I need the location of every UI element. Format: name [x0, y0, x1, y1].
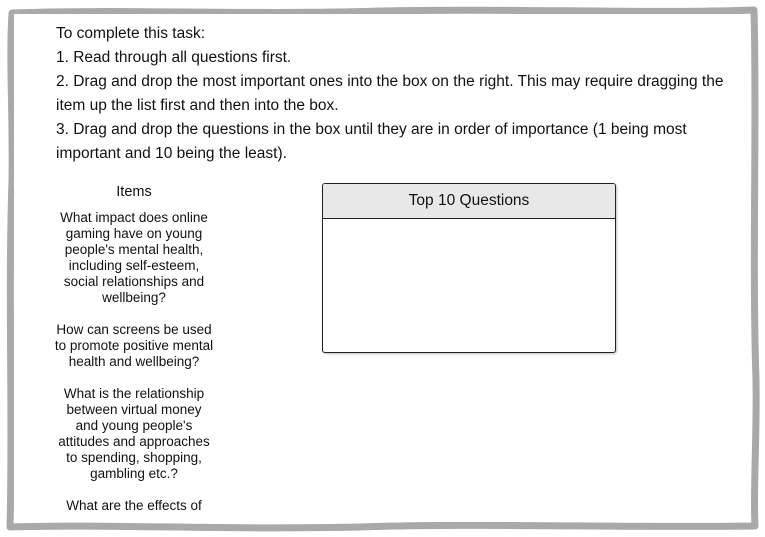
draggable-question-item[interactable]: How can screens be used to promote positive mental health and wellbeing?: [54, 322, 214, 369]
instructions-heading: To complete this task:: [56, 25, 206, 42]
draggable-question-item[interactable]: What impact does online gaming have on young people's mental health, including self-esteem, social relationships and wellbeing?: [60, 210, 208, 305]
items-list[interactable]: [54, 182, 214, 522]
instruction-step-1: 1. Read through all questions first.: [56, 49, 292, 66]
draggable-question-item[interactable]: What is the relationship between virtual money and young people's attitudes and approaches to spending, shopping, gambling etc.?: [58, 386, 210, 481]
instruction-step-2: 2. Drag and drop the most important ones into the box on the right. This may require dragging the item up the list first and then into the box.: [56, 73, 724, 114]
instruction-step-3: 3. Drag and drop the questions in the box until they are in order of importance (1 being most important and 10 being the least).: [56, 121, 687, 162]
drop-zone[interactable]: [323, 220, 615, 352]
instructions: [56, 22, 736, 166]
task-page: [14, 14, 749, 522]
items-title: Items: [116, 184, 152, 200]
top-10-drop-box[interactable]: [322, 183, 616, 353]
draggable-question-item[interactable]: What are the effects of: [66, 498, 202, 513]
top-10-box-title: Top 10 Questions: [323, 184, 615, 219]
